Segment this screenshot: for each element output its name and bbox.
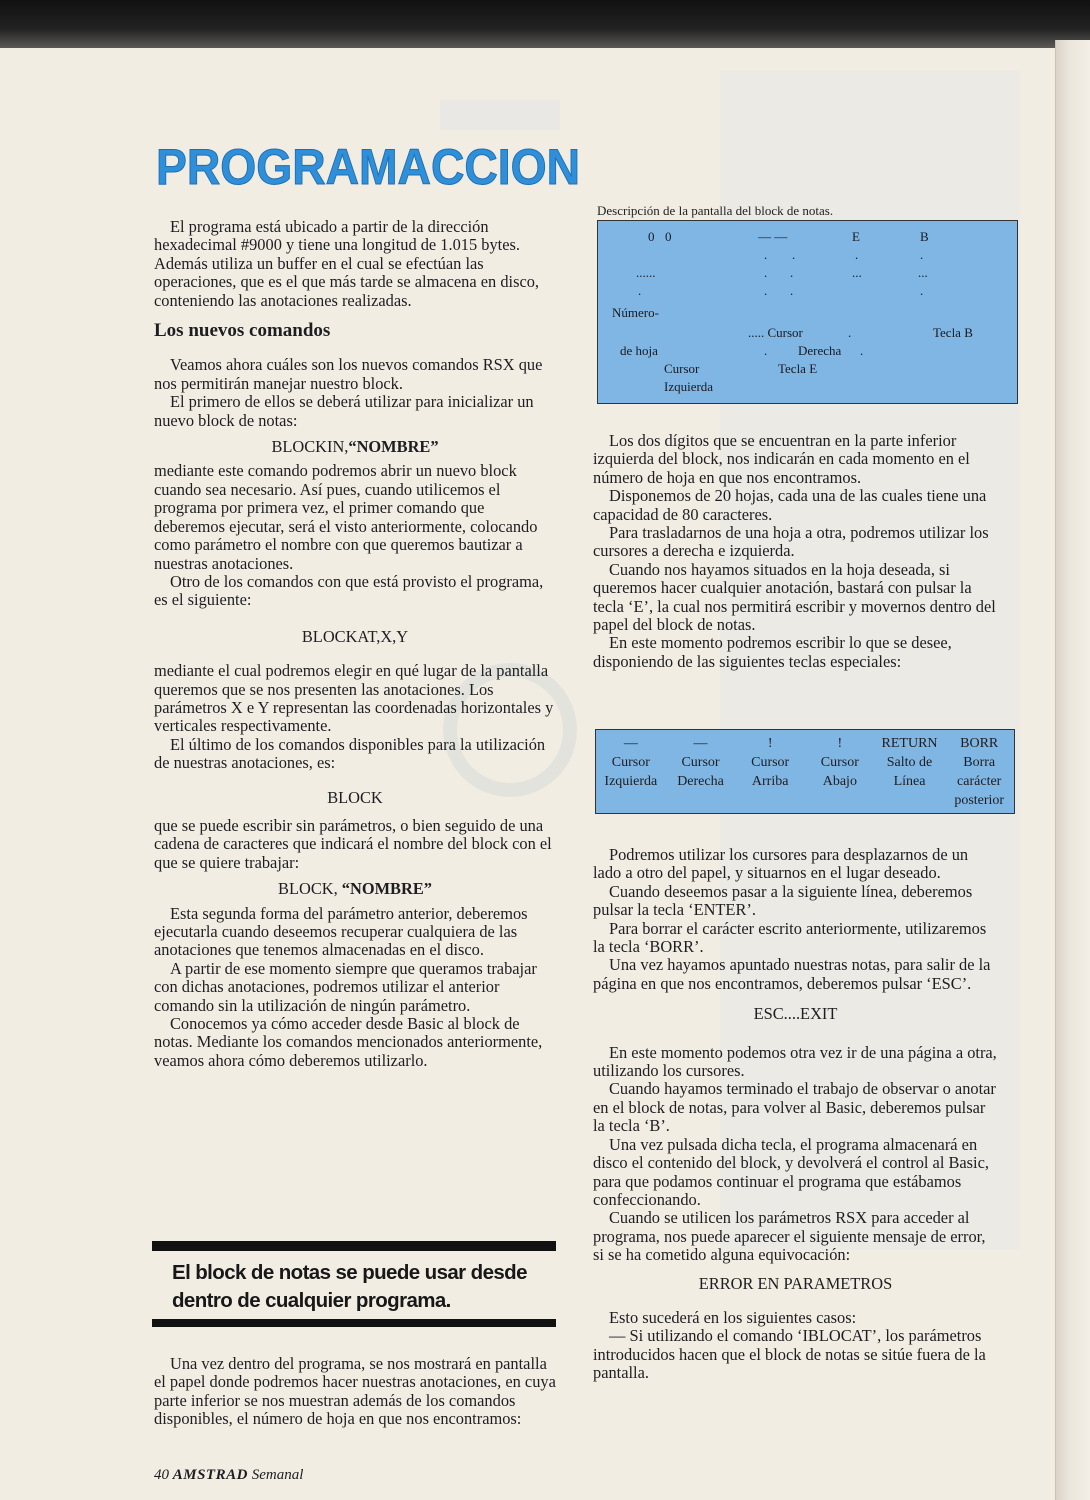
paragraph: Para borrar el carácter escrito anteriormente, utilizaremos la tecla ‘BORR’. — [593, 918, 987, 957]
pull-quote-rule-bottom — [152, 1319, 556, 1327]
key-symbol: RETURN — [881, 736, 938, 751]
key-symbol: ! — [837, 736, 843, 751]
command-line — [154, 438, 556, 456]
leader-dot: . — [764, 343, 768, 358]
adjacent-page-edge — [1055, 40, 1090, 1500]
section-title: PROGRAMACCION — [156, 139, 580, 195]
key-b-indicator: B — [920, 229, 929, 244]
command-text: BLOCK, — [278, 879, 342, 899]
key-desc: Cursor — [681, 755, 720, 770]
subheading: Los nuevos comandos — [154, 320, 331, 342]
key-desc: Derecha — [677, 774, 724, 789]
paragraph: Una vez hayamos apuntado nuestras notas, para salir de la página en que nos encontramos, deberemos pulsar ‘ESC’. — [593, 955, 991, 993]
pull-quote-rule-top — [152, 1241, 556, 1251]
key-desc: Salto de — [886, 755, 933, 770]
paragraph: El programa está ubicado a partir de la dirección hexadecimal #9000 y tiene una longitud de 1.015 bytes. Además utiliza un buffer en el cual se efectúan las operaciones, que es el que más tarde se almacena en disco, conteniendo las anotaciones realizadas. — [154, 217, 540, 310]
notepad-screen-diagram — [597, 220, 1018, 404]
key-e-label: Tecla E — [778, 361, 818, 376]
paragraph: Cuando se utilicen los parámetros RSX para acceder al programa, nos puede aparecer el siguiente mensaje de error, si se ha cometido alguna equivocación: — [593, 1208, 986, 1265]
key-e-indicator: E — [852, 229, 860, 244]
key-desc: Abajo — [822, 774, 857, 789]
key-symbol: BORR — [960, 736, 999, 751]
special-keys-table — [595, 729, 1015, 814]
paragraph: Esto sucederá en los siguientes casos: — [609, 1307, 857, 1327]
leader-dots: ... — [918, 265, 928, 280]
command-param: “NOMBRE” — [348, 437, 439, 457]
command-line: ERROR EN PARAMETROS — [698, 1273, 893, 1293]
leader-dot: . — [764, 247, 768, 262]
cursor-right-label: ..... Cursor — [748, 325, 803, 340]
leader-dot: . — [764, 283, 768, 298]
leader-dots: ...... — [636, 265, 656, 280]
command-line: ESC....EXIT — [753, 1004, 838, 1024]
key-desc: Cursor — [820, 755, 859, 770]
key-cell — [666, 730, 736, 813]
key-cell — [596, 730, 666, 813]
paragraph: — Si utilizando el comando ‘IBLOCAT’, los parámetros introducidos hacen que el block de notas se sitúe fuera de la pantalla. — [593, 1326, 986, 1383]
right-column-continued — [593, 846, 998, 1383]
paragraph: Conocemos ya cómo acceder desde Basic al block de notas. Mediante los comandos mencionados anteriormente, veamos ahora cómo deberemos utilizarlo. — [154, 1014, 543, 1070]
command-text: BLOCKIN, — [271, 437, 349, 457]
paragraph: En este momento podremos escribir lo que se desee, disponiendo de las siguientes teclas especiales: — [593, 633, 952, 671]
leader-dot: . — [848, 325, 852, 340]
magazine-name: AMSTRAD — [172, 1467, 248, 1483]
paragraph: mediante el cual podremos elegir en qué lugar de la pantalla queremos que se nos presenten las anotaciones. Los parámetros X e Y representan las coordenadas horizontales y verticales respectivamente. — [154, 661, 554, 736]
key-cell — [735, 730, 805, 813]
key-symbol: — — [693, 736, 708, 751]
leader-dot: . — [855, 247, 859, 262]
paragraph: Una vez pulsada dicha tecla, el programa almacenará en disco el contenido del block, y devolverá el control al Basic, para que podamos continuar el programa que estábamos confeccionando. — [593, 1134, 989, 1209]
key-desc: Izquierda — [604, 774, 658, 789]
cursor-indicator: — — — [758, 229, 788, 244]
scan-top-edge — [0, 0, 1090, 48]
paragraph: Esta segunda forma del parámetro anterior, deberemos ejecutarla cuando deseemos recuperar cualquiera de las anotaciones que tenemos almacenadas en el disco. — [154, 903, 528, 960]
paragraph: Una vez dentro del programa, se nos mostrará en pantalla el papel donde podremos hacer nuestras anotaciones, en cuya parte inferior se nos muestran además de los comandos disponibles, el número de hoja en que nos encontramos: — [154, 1354, 556, 1429]
magazine-edition: Semanal — [251, 1467, 304, 1483]
paragraph: Para trasladarnos de una hoja a otra, podremos utilizar los cursores a derecha e izquierda. — [593, 523, 989, 561]
paragraph: Disponemos de 20 hojas, cada una de las cuales tiene una capacidad de 80 caracteres. — [593, 486, 987, 524]
left-column — [154, 218, 556, 1070]
leader-dot: . — [638, 283, 642, 298]
paragraph: mediante este comando podremos abrir un nuevo block cuando sea necesario. Así pues, cuando utilicemos el programa por primera vez, el primer comando que deberemos ejecutar, será el visto anteriormente, colocando como parámetro el nombre con que queremos bautizar a nuestras anotaciones. — [154, 461, 538, 573]
key-desc: carácter — [957, 774, 1002, 789]
key-desc: Cursor — [611, 755, 650, 770]
cursor-left-label: Cursor — [664, 361, 700, 376]
left-column-continued — [154, 1355, 556, 1429]
paragraph: El último de los comandos disponibles para la utilización de nuestras anotaciones, es: — [154, 734, 546, 773]
cursor-right-label-continued: Derecha — [798, 343, 842, 358]
leader-dot: . — [764, 265, 768, 280]
pull-quote — [152, 1241, 556, 1341]
key-cell — [944, 730, 1014, 813]
leader-dot: . — [790, 265, 794, 280]
paragraph: A partir de ese momento siempre que queramos trabajar con dichas anotaciones, podremos utilizar el anterior comando sin la utilización de ningún parámetro. — [154, 958, 537, 1015]
paragraph: Veamos ahora cuáles son los nuevos comandos RSX que nos permitirán manejar nuestro block. — [154, 355, 543, 393]
leader-dots: ... — [852, 265, 862, 280]
leader-dot: . — [792, 247, 796, 262]
paragraph: Los dos dígitos que se encuentran en la parte inferior izquierda del block, nos indicarán en cada momento en el número de hoja en que nos encontramos. — [593, 431, 970, 487]
page-digit: 0 — [665, 229, 672, 244]
command-line: BLOCKAT,X,Y — [301, 626, 409, 646]
key-desc: Cursor — [751, 755, 790, 770]
leader-dot: . — [860, 343, 864, 358]
page-number: 40 — [154, 1467, 169, 1483]
paragraph: Podremos utilizar los cursores para desplazarnos de un lado a otro del papel, y situarnos en el lugar deseado. — [593, 845, 969, 883]
page-digit: 0 — [648, 229, 655, 244]
key-desc: Arriba — [751, 774, 789, 789]
paragraph: El primero de ellos se deberá utilizar para inicializar un nuevo block de notas: — [154, 392, 534, 430]
right-column — [593, 432, 998, 671]
command-line — [154, 880, 556, 898]
cursor-left-label-continued: Izquierda — [664, 379, 714, 394]
paragraph: Cuando hayamos terminado el trabajo de observar o anotar en el block de notas, para volver al Basic, deberemos pulsar la tecla ‘B’. — [593, 1079, 996, 1136]
leader-dot: . — [920, 247, 924, 262]
page-number-label: Número- — [612, 305, 659, 320]
page-footer — [154, 1467, 303, 1484]
key-cell — [805, 730, 875, 813]
leader-dot: . — [920, 283, 924, 298]
key-desc: Línea — [893, 774, 926, 789]
leader-dot: . — [790, 283, 794, 298]
paragraph: Cuando nos hayamos situados en la hoja deseada, si queremos hacer cualquier anotación, bastará con pulsar la tecla ‘E’, la cual nos permitirá escribir y movernos dentro del papel del block de notas. — [593, 559, 996, 635]
command-line: BLOCK — [327, 787, 383, 807]
pull-quote-text: El block de notas se puede usar desde dentro de cualquier programa. — [172, 1261, 527, 1312]
figure-caption: Descripción de la pantalla del block de notas. — [597, 203, 834, 218]
paragraph: Cuando deseemos pasar a la siguiente línea, deberemos pulsar la tecla ‘ENTER’. — [593, 881, 973, 920]
paragraph: En este momento podemos otra vez ir de una página a otra, utilizando los cursores. — [593, 1042, 997, 1081]
command-param: “NOMBRE” — [341, 879, 432, 899]
key-b-label: Tecla B — [933, 325, 973, 340]
paragraph: Otro de los comandos con que está provisto el programa, es el siguiente: — [154, 571, 544, 610]
key-cell — [875, 730, 945, 813]
key-symbol: — — [623, 736, 638, 751]
paragraph: que se puede escribir sin parámetros, o bien seguido de una cadena de caracteres que indicará el nombre del block con el que se quiere trabajar: — [154, 815, 552, 872]
section-title-logo — [154, 138, 582, 198]
key-symbol: ! — [767, 736, 773, 751]
key-desc: posterior — [954, 793, 1005, 808]
page-number-label-continued: de hoja — [620, 343, 658, 358]
key-desc: Borra — [963, 755, 996, 770]
